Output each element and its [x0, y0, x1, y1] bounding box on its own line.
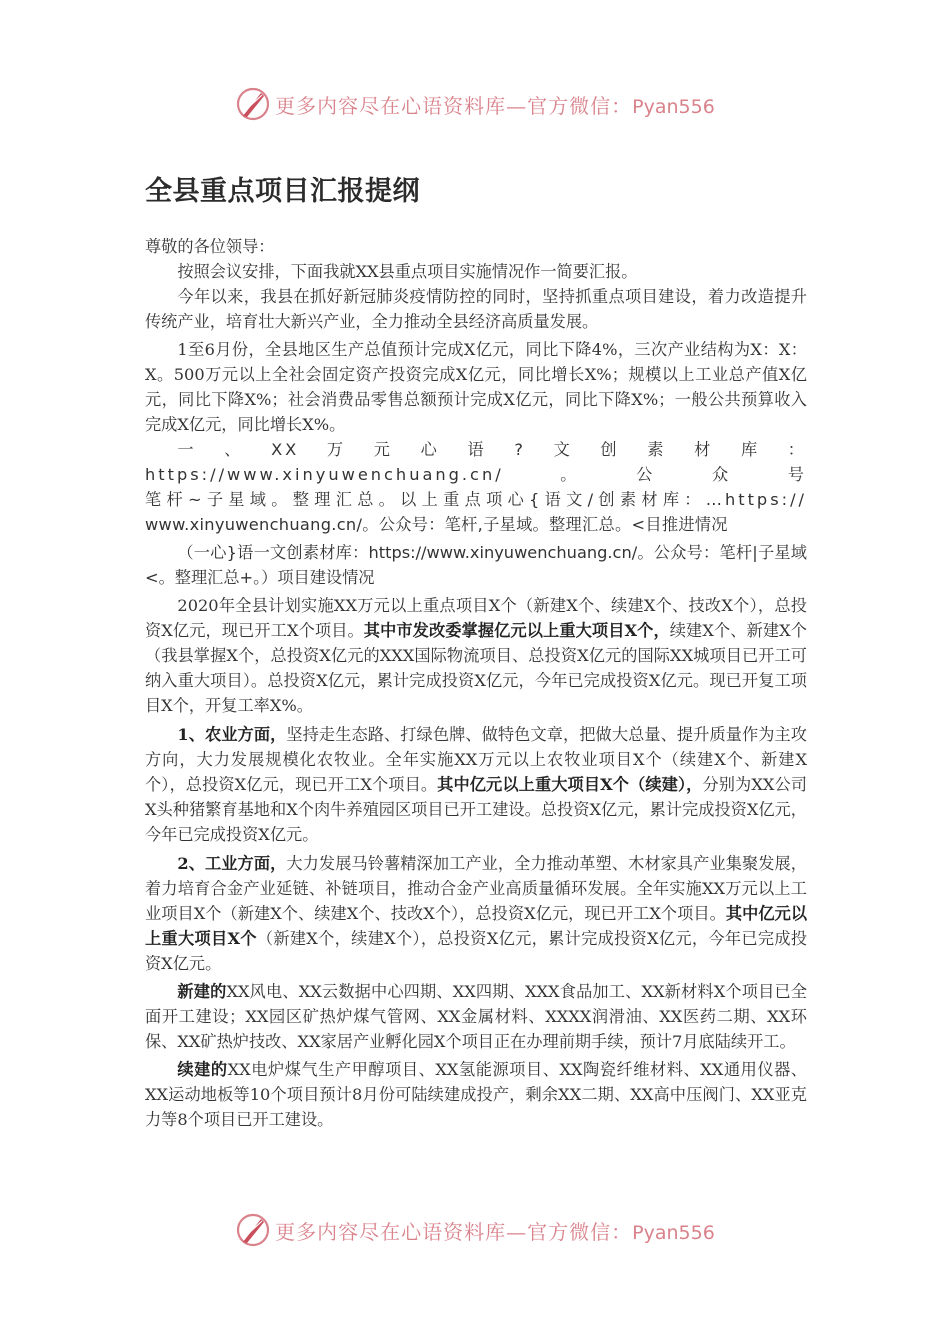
section-heading-1-1: （一心}语一文创素材库：https://www.xinyuwenchuang.cn/。公众号：笔杆|子星域<。整理汇总+。）项目建设情况 — [145, 543, 807, 587]
section-heading-1 — [145, 437, 807, 537]
banner-text: 更多内容尽在心语资料库—官方微信：Pyan556 — [275, 93, 715, 118]
paragraph-overview: 今年以来，我县在抓好新冠肺炎疫情防控的同时，坚持抓重点项目建设，着力改造提升传统产业，培育壮大新兴产业，全力推动全县经济高质量发展。 — [145, 287, 807, 331]
paragraph-new-projects: 新建的XX风电、XX云数据中心四期、XX四期、XXX食品加工、XX新材料X个项目已全面开工建设；XX园区矿热炉煤气管网、XX金属材料、XXXX润滑油、XX医药二期、XX环保、XX矿热炉技改、XX家居产业孵化园X个项目正在办理前期手续，预计7月底陆续开工。 — [145, 982, 808, 1051]
banner-wechat-id: Pyan556 — [632, 95, 715, 118]
paragraph-projects: 2020年全县计划实施XX万元以上重点项目X个（新建X个、续建X个、技改X个），总投资X亿元，现已开工X个项目。其中市发改委掌握亿元以上重大项目X个，续建X个、新建X个（我县掌握X个，总投资X亿元的XXX国际物流项目、总投资X亿元的国际XX城项目已开工可纳入重大项目）。总投资X亿元，累计完成投资X亿元，今年已完成投资X亿元。现已开复工项目X个，开复工率X%。 — [145, 596, 807, 715]
heading-1-line-1: 一、XX万元心语?文创素材库：https://www.xinyuwenchuang.cn/。公众号 — [145, 440, 807, 484]
heading-1-line-2: 笔杆~子星域。整理汇总。以上重点项心{语文/创素材库：…https:// — [145, 490, 807, 509]
quill-logo-icon — [235, 86, 271, 122]
paragraph-economy: 1至6月份，全县地区生产总值预计完成X亿元，同比下降4%，三次产业结构为X：X：X。500万元以上全社会固定资产投资完成X亿元，同比增长X%；规模以上工业总产值X亿元，同比下降X%；社会消费品零售总额预计完成X亿元，同比下降X%；一般公共预算收入完成X亿元，同比增长X%。 — [145, 340, 807, 434]
greeting: 尊敬的各位领导： — [145, 237, 275, 256]
document-body — [145, 172, 807, 1132]
quill-logo-icon — [235, 1212, 271, 1248]
header-banner — [0, 84, 950, 124]
banner-text: 更多内容尽在心语资料库—官方微信：Pyan556 — [275, 1219, 715, 1244]
paragraph-continued-projects: 续建的XX电炉煤气生产甲醇项目、XX氢能源项目、XX陶瓷纤维材料、XX通用仪器、XX运动地板等10个项目预计8月份可陆续建成投产，剩余XX二期、XX高中压阀门、XX亚克力等8个项目已开工建设。 — [145, 1060, 807, 1129]
heading-1-line-3: www.xinyuwenchuang.cn/。公众号：笔杆,子星域。整理汇总。<目推进情况 — [145, 515, 728, 534]
page-title: 全县重点项目汇报提纲 — [145, 176, 420, 207]
paragraph-agriculture: 1、农业方面，坚持走生态路、打绿色牌、做特色文章，把做大总量、提升质量作为主攻方向，大力发展规模化农牧业。全年实施XX万元以上农牧业项目X个（续建X个、新建X个），总投资X亿元，现已开工X个项目。其中亿元以上重大项目X个（续建），分别为XX公司X头种猪繁育基地和X个肉牛养殖园区项目已开工建设。总投资X亿元，累计完成投资X亿元，今年已完成投资X亿元。 — [145, 725, 807, 844]
paragraph-industry: 2、工业方面，大力发展马铃薯精深加工产业，全力推动革塑、木材家具产业集聚发展，着力培育合金产业延链、补链项目，推动合金产业高质量循环发展。全年实施XX万元以上工业项目X个（新建X个、续建X个、技改X个），总投资X亿元，现已开工X个项目。其中亿元以上重大项目X个（新建X个，续建X个），总投资X亿元，累计完成投资X亿元，今年已完成投资X亿元。 — [145, 854, 808, 973]
banner-wechat-id: Pyan556 — [632, 1221, 715, 1244]
footer-banner — [0, 1210, 950, 1250]
paragraph-intro: 按照会议安排，下面我就XX县重点项目实施情况作一简要汇报。 — [177, 262, 638, 281]
